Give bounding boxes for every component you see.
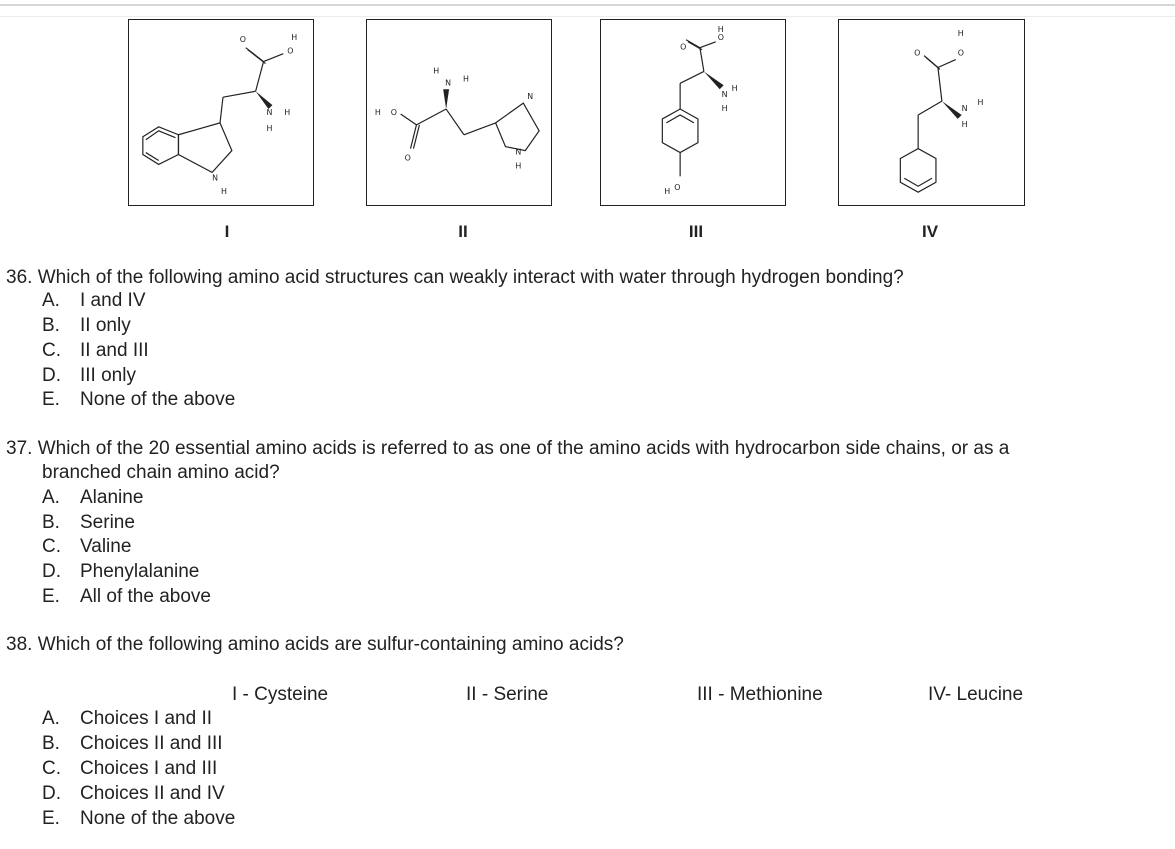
question-37-text-line1: 37. Which of the 20 essential amino acids is referred to as one of the amino acids with hydrocarbon side chains, or as a [6,438,1010,459]
top-divider [0,4,1175,6]
svg-text:H: H [664,187,671,197]
phenylalanine-atom-labels [914,29,983,129]
svg-text:O: O [914,48,921,58]
phenylalanine-structure [839,20,1024,205]
question-38-option-a: A. Choices I and II [42,708,213,729]
svg-text:O: O [717,32,724,42]
question-36-text: 36. Which of the following amino acid structures can weakly interact with water through hydrogen bonding? [6,267,904,288]
question-36-option-d: D. III only [42,365,136,386]
svg-text:N: N [515,147,522,157]
question-37-option-d: D. Phenylalanine [42,561,200,582]
svg-text:H: H [221,187,227,197]
top-divider-faint [0,16,1175,17]
svg-text:O: O [239,34,247,44]
svg-text:H: H [961,119,968,129]
question-38-option-c: C. Choices I and III [42,758,218,779]
svg-text:H: H [977,98,984,108]
tryptophan-structure [129,20,313,205]
svg-text:H: H [433,66,440,76]
svg-text:H: H [731,84,738,94]
question-38-text: 38. Which of the following amino acids are sulfur-containing amino acids? [6,634,624,655]
svg-text:O: O [957,48,964,58]
svg-text:N: N [721,90,728,100]
svg-text:H: H [374,107,381,117]
svg-text:N: N [266,107,273,117]
histidine-structure [367,20,551,205]
question-38-choice-i: I - Cysteine [232,684,329,705]
svg-text:O: O [404,153,411,163]
svg-text:H: H [957,28,964,38]
structure-label-iv: IV [921,222,939,241]
question-38-option-e: E. None of the above [42,808,236,829]
svg-text:O: O [287,46,294,56]
svg-text:H: H [462,74,469,84]
structure-label-iii: III [688,222,704,241]
svg-text:N: N [527,92,534,102]
question-38-choice-ii: II - Serine [466,684,549,705]
structure-image-iii [600,19,786,206]
question-36-option-a: A. I and IV [42,290,146,311]
svg-text:N: N [445,78,452,88]
svg-text:O: O [680,42,687,52]
svg-text:H: H [515,161,522,171]
question-38-option-b: B. Choices II and III [42,733,223,754]
svg-text:H: H [284,107,291,117]
svg-text:H: H [291,32,298,42]
svg-text:O: O [390,107,397,117]
question-36-option-b: B. II only [42,315,131,336]
question-38-choice-iv: IV- Leucine [928,684,1024,705]
question-37-text-line2: branched chain amino acid? [42,462,280,483]
tyrosine-structure [601,20,785,205]
structure-label-ii: II [458,222,468,241]
tryptophan-atom-labels [212,33,297,196]
question-37-option-e: E. All of the above [42,586,211,607]
question-37-option-b: B. Serine [42,512,135,533]
svg-text:O: O [674,183,681,193]
svg-text:N: N [212,173,219,183]
question-36-option-e: E. None of the above [42,389,236,410]
svg-text:H: H [266,123,273,133]
question-38-choice-iii: III - Methionine [697,684,823,705]
svg-text:H: H [721,104,728,114]
question-36-option-c: C. II and III [42,340,149,361]
svg-text:H: H [717,24,724,34]
svg-text:N: N [961,104,968,114]
structure-label-i: I [224,222,230,241]
structure-image-ii [366,19,552,206]
structure-image-iv [838,19,1025,206]
question-37-option-a: A. Alanine [42,487,144,508]
question-38-option-d: D. Choices II and IV [42,783,225,804]
structure-image-i [128,19,314,206]
histidine-atom-labels [375,66,533,170]
question-37-option-c: C. Valine [42,536,132,557]
